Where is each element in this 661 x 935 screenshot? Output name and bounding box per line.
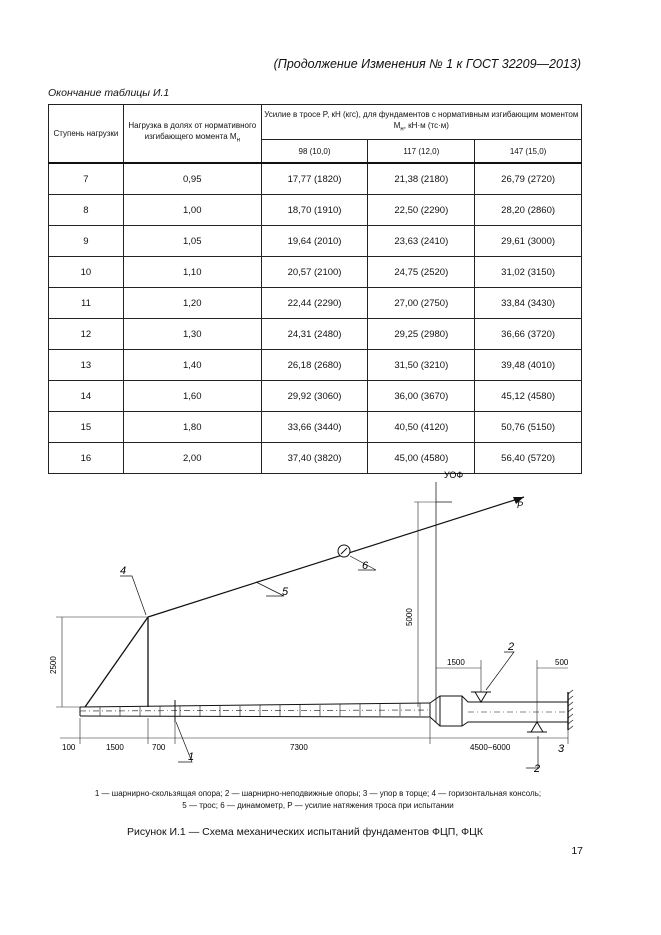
table-cell: 31,50 (3210) (368, 350, 475, 381)
figure-legend (48, 788, 588, 812)
header-force: Усилие в тросе P, кН (кгс), для фундаментов с нормативным изгибающим моментом $M_н$, кН·м (тс·м) (261, 105, 581, 140)
cable (148, 497, 524, 617)
table-cell: 39,48 (4010) (475, 350, 582, 381)
table-cell: 1,05 (123, 226, 261, 257)
table-cell: 12 (49, 319, 124, 350)
table-cell: 17,77 (1820) (261, 163, 368, 195)
uof-label: УОФ (444, 470, 464, 480)
table-cell: 31,02 (3150) (475, 257, 582, 288)
table-row (49, 288, 582, 319)
label-4: 4 (120, 565, 127, 577)
table-row (49, 195, 582, 226)
page-number: 17 (571, 845, 583, 857)
table-cell: 29,25 (2980) (368, 319, 475, 350)
table-cell: 21,38 (2180) (368, 163, 475, 195)
table-cell: 36,66 (3720) (475, 319, 582, 350)
dimension-lines (56, 502, 568, 744)
table-cell: 9 (49, 226, 124, 257)
table-cell: 26,79 (2720) (475, 163, 582, 195)
table-cell: 22,50 (2290) (368, 195, 475, 226)
table-cell: 1,20 (123, 288, 261, 319)
dim-500: 500 (555, 658, 569, 667)
continuation-header: (Продолжение Изменения № 1 к ГОСТ 32209—2013) (273, 57, 581, 71)
test-scheme-figure (40, 460, 600, 780)
legend-line-2: 5 — трос; 6 — динамометр, P — усилие натяжения троса при испытании (182, 801, 454, 810)
table-cell: 26,18 (2680) (261, 350, 368, 381)
table-row (49, 226, 582, 257)
label-2-bottom: 2 (534, 763, 541, 775)
table-cell: 27,00 (2750) (368, 288, 475, 319)
table-cell: 11 (49, 288, 124, 319)
table-row (49, 381, 582, 412)
table-cell: 1,80 (123, 412, 261, 443)
table-cell: 1,10 (123, 257, 261, 288)
label-3: 3 (558, 743, 565, 755)
label-5: 5 (282, 586, 289, 598)
table-cell: 37,40 (3820) (261, 443, 368, 474)
table-cell: 24,75 (2520) (368, 257, 475, 288)
dim-7300: 7300 (290, 743, 308, 752)
table-row (49, 257, 582, 288)
label-2-top: 2 (508, 641, 515, 653)
table-row (49, 412, 582, 443)
table-row (49, 319, 582, 350)
table-cell: 1,30 (123, 319, 261, 350)
fixed-support-top (471, 692, 491, 702)
table-cell: 7 (49, 163, 124, 195)
dim-1500-top: 1500 (447, 658, 465, 667)
dim-4500-6000: 4500−6000 (470, 743, 511, 752)
load-table (48, 104, 582, 474)
dim-1500: 1500 (106, 743, 124, 752)
table-cell: 0,95 (123, 163, 261, 195)
header-moment-1: 98 (10,0) (261, 140, 368, 164)
table-cell: 45,12 (4580) (475, 381, 582, 412)
table-cell: 23,63 (2410) (368, 226, 475, 257)
table-cell: 19,64 (2010) (261, 226, 368, 257)
label-1: 1 (188, 751, 195, 763)
table-cell: 22,44 (2290) (261, 288, 368, 319)
header-load: Нагрузка в долях от нормативного изгибающего момента $M_н$ (123, 105, 261, 164)
table-cell: 13 (49, 350, 124, 381)
table-cell: 2,00 (123, 443, 261, 474)
header-moment-3: 147 (15,0) (475, 140, 582, 164)
table-cell: 56,40 (5720) (475, 443, 582, 474)
horizontal-cantilever (85, 617, 148, 707)
table-cell: 33,66 (3440) (261, 412, 368, 443)
table-cell: 45,00 (4580) (368, 443, 475, 474)
header-stage: Ступень нагрузки (49, 105, 124, 164)
table-cell: 18,70 (1910) (261, 195, 368, 226)
table-cell: 10 (49, 257, 124, 288)
table-cell: 16 (49, 443, 124, 474)
table-cell: 1,40 (123, 350, 261, 381)
table-cell: 20,57 (2100) (261, 257, 368, 288)
fixed-support-bottom (527, 722, 547, 732)
table-caption: Окончание таблицы И.1 (48, 87, 170, 99)
table-cell: 36,00 (3670) (368, 381, 475, 412)
table-cell: 24,31 (2480) (261, 319, 368, 350)
table-cell: 1,00 (123, 195, 261, 226)
force-label: P (517, 500, 524, 510)
table-cell: 40,50 (4120) (368, 412, 475, 443)
dim-5000: 5000 (405, 608, 414, 626)
table-cell: 8 (49, 195, 124, 226)
table-cell: 50,76 (5150) (475, 412, 582, 443)
foundation (80, 696, 568, 726)
table-cell: 28,20 (2860) (475, 195, 582, 226)
end-stop (568, 690, 573, 730)
table-row (49, 163, 582, 195)
table-cell: 33,84 (3430) (475, 288, 582, 319)
table-cell: 1,60 (123, 381, 261, 412)
table-cell: 15 (49, 412, 124, 443)
dim-100: 100 (62, 743, 76, 752)
table-row (49, 350, 582, 381)
uof-marker (436, 482, 452, 722)
dim-700: 700 (152, 743, 166, 752)
figure-caption: Рисунок И.1 — Схема механических испытаний фундаментов ФЦП, ФЦК (126, 826, 484, 838)
table-cell: 29,61 (3000) (475, 226, 582, 257)
legend-line-1: 1 — шарнирно-скользящая опора; 2 — шарнирно-неподвижные опоры; 3 — упор в торце; 4 — горизонтальная консоль; (94, 789, 542, 798)
label-6: 6 (362, 560, 369, 572)
header-moment-2: 117 (12,0) (368, 140, 475, 164)
table-cell: 14 (49, 381, 124, 412)
dim-2500: 2500 (49, 656, 58, 674)
table-cell: 29,92 (3060) (261, 381, 368, 412)
